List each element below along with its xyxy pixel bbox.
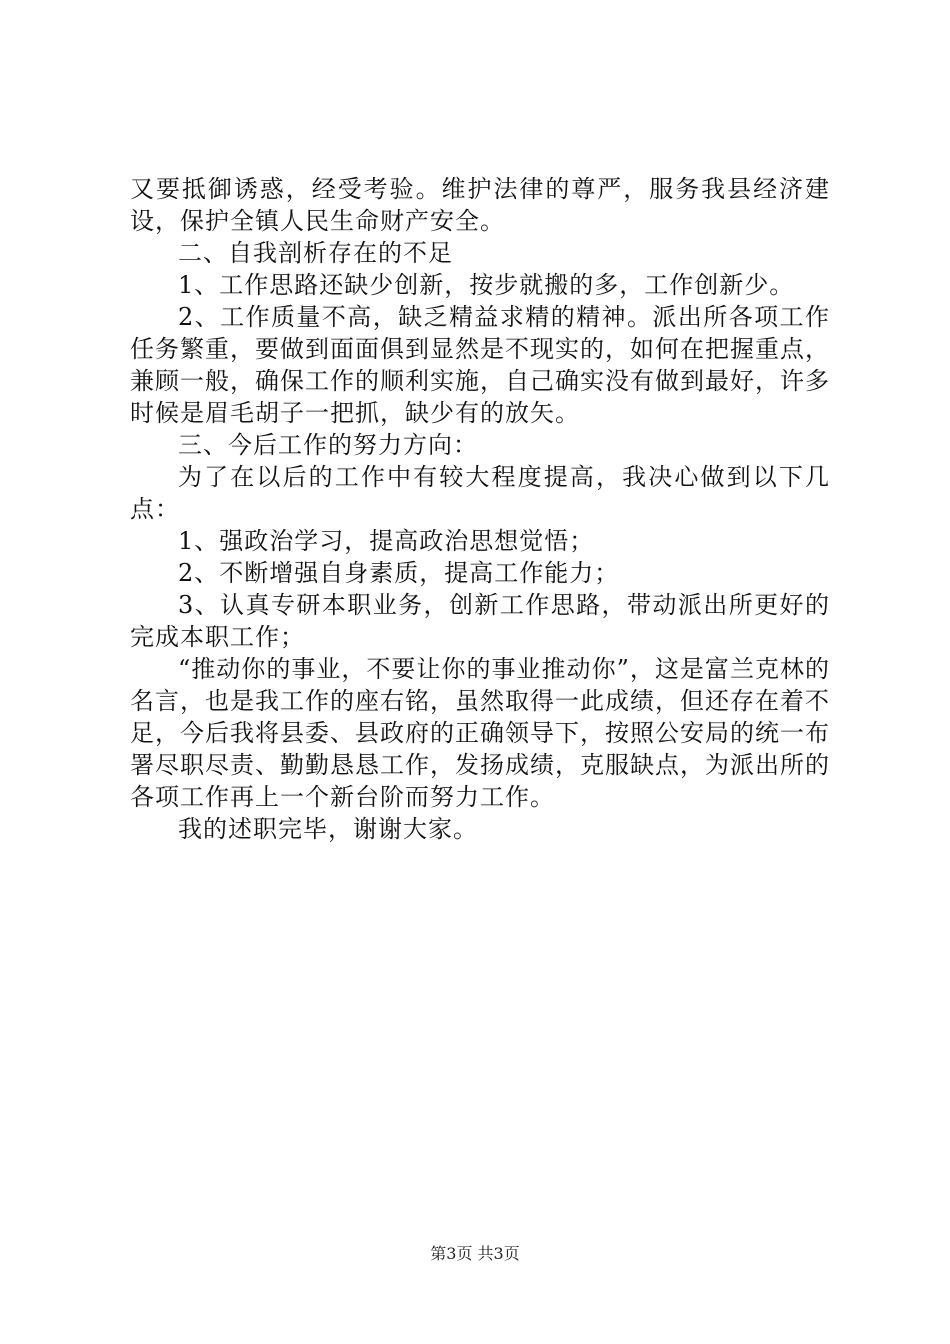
list-item-goal-3: 3、认真专研本职业务，创新工作思路，带动派出所更好的完成本职工作； (130, 591, 830, 651)
paragraph-closing: 我的述职完毕，谢谢大家。 (178, 815, 478, 843)
page-number-footer: 第3页 共3页 (430, 1244, 520, 1263)
list-item-shortcoming-1: 1、工作思路还缺少创新，按步就搬的多，工作创新少。 (178, 271, 795, 299)
list-item-shortcoming-2: 2、工作质量不高，缺乏精益求精的精神。派出所各项工作任务繁重，要做到面面俱到显然是不现实的，如何在把握重点，兼顾一般，确保工作的顺利实施，自己确实没有做到最好，许多时候是眉毛胡子一把抓，缺少有的放矢。 (130, 303, 830, 427)
paragraph-continuation: 又要抵御诱惑，经受考验。维护法律的尊严，服务我县经济建设，保护全镇人民生命财产安全。 (130, 175, 830, 235)
section-heading-shortcomings: 二、自我剖析存在的不足 (178, 239, 453, 267)
paragraph-resolution: 为了在以后的工作中有较大程度提高，我决心做到以下几点： (130, 463, 830, 523)
document-body (130, 173, 830, 845)
section-heading-future-direction: 三、今后工作的努力方向： (178, 431, 478, 459)
list-item-goal-1: 1、强政治学习，提高政治思想觉悟； (178, 527, 595, 555)
list-item-goal-2: 2、不断增强自身素质，提高工作能力； (178, 559, 620, 587)
paragraph-motto: “推动你的事业，不要让你的事业推动你”，这是富兰克林的名言，也是我工作的座右铭，虽然取得一此成绩，但还存在着不足，今后我将县委、县政府的正确领导下，按照公安局的统一布署尽职尽责、勤勤恳恳工作，发扬成绩，克服缺点，为派出所的各项工作再上一个新台阶而努力工作。 (130, 655, 830, 811)
